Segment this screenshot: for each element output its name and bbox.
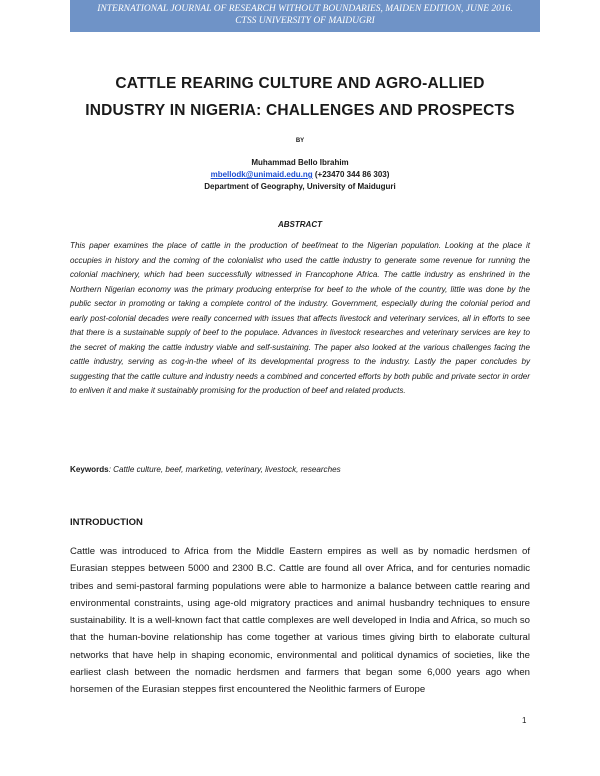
- author-email-link[interactable]: mbellodk@unimaid.edu.ng: [210, 170, 313, 179]
- journal-banner: [70, 0, 540, 32]
- title-line-1: CATTLE REARING CULTURE AND AGRO-ALLIED: [115, 75, 485, 92]
- paper-title: [60, 70, 540, 124]
- author-name: Muhammad Bello Ibrahim: [251, 158, 349, 167]
- title-line-2: INDUSTRY IN NIGERIA: CHALLENGES AND PROSPECTS: [85, 102, 515, 119]
- by-label: BY: [295, 138, 305, 144]
- author-phone: (+23470 344 86 303): [314, 170, 390, 179]
- author-contact: [0, 169, 600, 181]
- banner-line-university: CTSS UNIVERSITY OF MAIDUGRI: [235, 16, 375, 26]
- introduction-text: Cattle was introduced to Africa from the Middle Eastern empires as well as by nomadic herdsmen of Eurasian steppes between 5000 and 2300 B.C. Cattle are found all over Africa, and for centuries nomadic tribes and semi-pastoral farming populations were able to harmonize a balance between cattle rearing and environmental constraints, using age-old migratory practices and animal husbandry techniques to ensure sustainability. It is a well-known fact that cattle complexes are well developed in India and Africa, so much so that the human-bovine relationship has come together at various times giving birth to elaborate cultural networks that have help in shaping economic, environmental and political dynamics of societies, like the earliest clash between the nomadic herdsmen and farmers that began some 6,000 years ago when horsemen of the Eurasian steppes first encountered the Neolithic farmers of Europe: [70, 546, 530, 696]
- keywords-list: : Cattle culture, beef, marketing, veterinary, livestock, researches: [108, 465, 341, 474]
- banner-line-journal: INTERNATIONAL JOURNAL OF RESEARCH WITHOUT BOUNDARIES, MAIDEN EDITION, JUNE 2016.: [97, 4, 513, 14]
- keywords-label: Keywords: [70, 465, 109, 474]
- abstract-text: This paper examines the place of cattle in the production of beef/meat to the Nigerian population. Looking at the place it occupies in history and the coming of the colonialist who used the cattle industry to generate some revenue for running the colonial machinery, which had been successfully witnessed in Francophone Africa. The cattle industry as enshrined in the Northern Nigerian economy was the primary producing enterprise for beef to the whole of the country, little was done by the public sector in promoting or taking a complete control of the industry. Government, especially during the colonial period and early post-colonial decades were really concerned with issues that affects livestock and veterinary services, all in efforts to see that there is a sustainable supply of beef to the populace. Advances in livestock researches and veterinary services are key to the secret of making the cattle industry viable and self-sustaining. The paper also looked at the various challenges facing the cattle industry, serving as cog-in-the wheel of its developmental progress to the industry. Lastly the paper concludes by suggesting that the cattle culture and industry needs a combined and concerted efforts by both public and private sector in order to enliven it and make it sustainably promising for the production of beef and related products.: [70, 241, 530, 395]
- introduction-heading: INTRODUCTION: [70, 517, 143, 528]
- author-block: [0, 157, 600, 193]
- keywords-line: [70, 465, 530, 474]
- author-affiliation: Department of Geography, University of Maiduguri: [204, 182, 396, 191]
- abstract-heading: ABSTRACT: [278, 220, 322, 229]
- page-number: 1: [522, 716, 527, 725]
